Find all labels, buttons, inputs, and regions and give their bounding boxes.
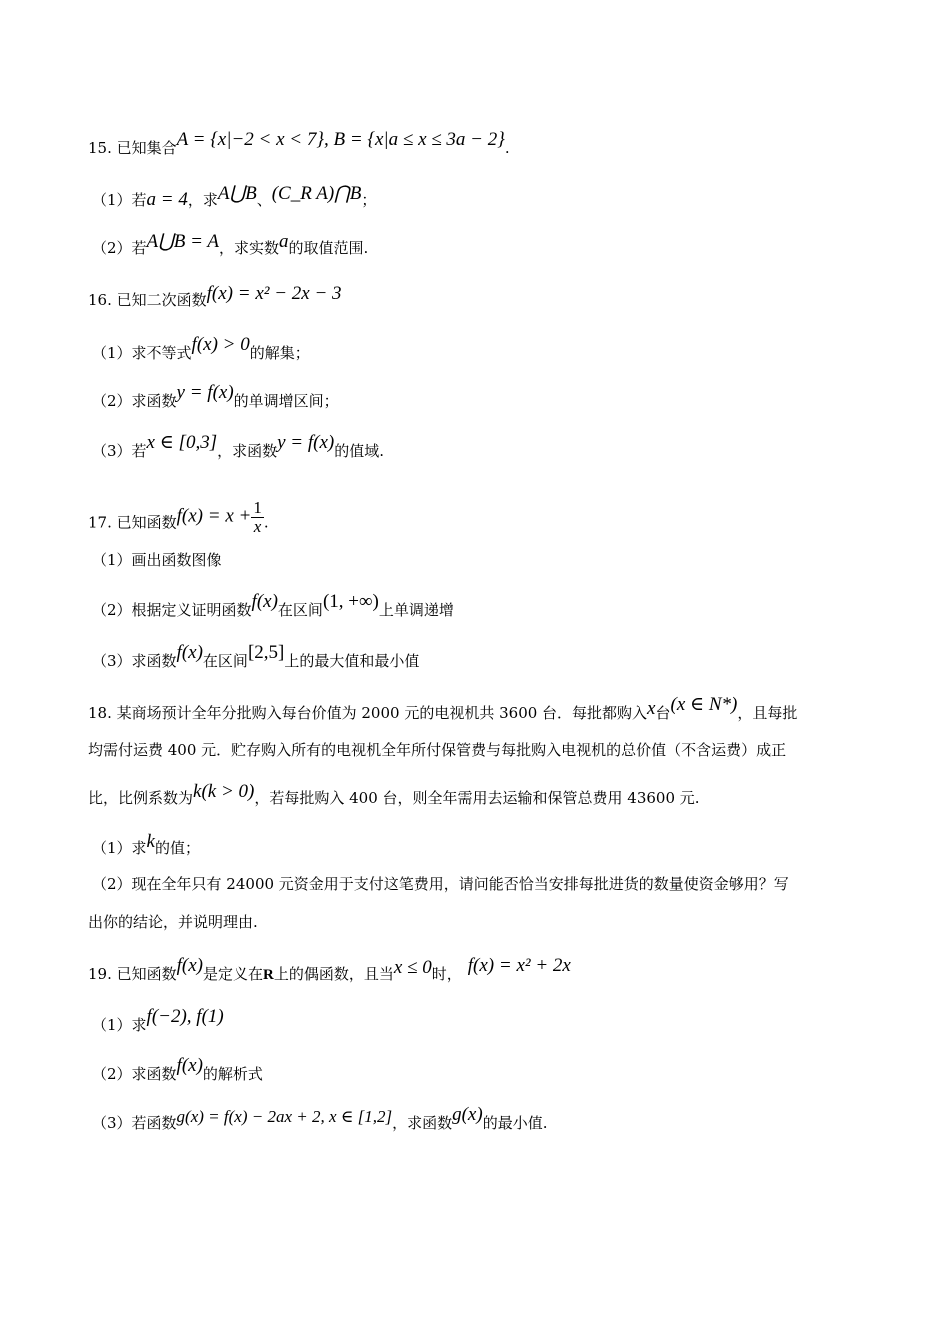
q15-part1: （1）若a = 4，求A⋃B、(C_R A)⋂B； — [92, 183, 377, 210]
q18-line3: 比，比例系数为k(k > 0)，若每批购入 400 台，则全年需用去运输和保管总费用 43600 元. — [88, 781, 700, 807]
q18-part2-line1: （2）现在全年只有 24000 元资金用于支付这笔费用，请问能否恰当安排每批进货的数量使资金够用？写 — [92, 875, 789, 893]
q16-stem: 16. 已知二次函数f(x) = x² − 2x − 3 — [88, 283, 342, 309]
q16-part1: （1）求不等式f(x) > 0的解集； — [92, 334, 310, 362]
q16-part2: （2）求函数y = f(x)的单调增区间； — [92, 382, 339, 410]
q18-part1: （1）求k的值； — [92, 831, 200, 857]
q15-set-expression: A = {x|−2 < x < 7}, B = {x|a ≤ x ≤ 3a − 2} — [176, 129, 505, 150]
q19-part2: （2）求函数f(x)的解析式 — [92, 1055, 263, 1083]
q19-part3: （3）若函数g(x) = f(x) − 2ax + 2, x ∈ [1,2]，求函数g(x)的最小值. — [92, 1104, 548, 1132]
q18-line1: 18. 某商场预计全年分批购入每台价值为 2000 元的电视机共 3600 台．每批都购入x台(x ∈ N*)，且每批 — [88, 694, 798, 722]
q17-fraction: $\frac{1}{x}$ — [253, 498, 262, 536]
q17-stem: 17. 已知函数f(x) = x + $\frac{1}{x}$ . — [88, 498, 269, 536]
q19-stem: 19. 已知函数f(x)是定义在R上的偶函数，且当x ≤ 0时， f(x) = x² + 2x — [88, 955, 571, 983]
q16-part3: （3）若x ∈ [0,3]，求函数y = f(x)的值域. — [92, 432, 385, 460]
q16-function: f(x) = x² − 2x − 3 — [206, 283, 342, 304]
q17-part1: （1）画出函数图像 — [92, 551, 222, 569]
q15-part2: （2）若A⋃B = A，求实数a的取值范围. — [92, 231, 369, 257]
q15-stem: 15. 已知集合A = {x|−2 < x < 7}, B = {x|a ≤ x ≤ 3a − 2}. — [88, 129, 510, 157]
q17-function: f(x) = x + $\frac{1}{x}$ — [176, 498, 262, 536]
q19-part1: （1）求f(−2), f(1) — [92, 1006, 224, 1034]
q18-line2: 均需付运费 400 元．贮存购入所有的电视机全年所付保管费与每批购入电视机的总价值（不含运费）成正 — [88, 741, 787, 759]
q18-part2-line2: 出你的结论，并说明理由. — [88, 913, 258, 931]
q17-part3: （3）求函数f(x)在区间[2,5]上的最大值和最小值 — [92, 642, 420, 670]
q17-part2: （2）根据定义证明函数f(x)在区间(1, +∞)上单调递增 — [92, 591, 454, 619]
